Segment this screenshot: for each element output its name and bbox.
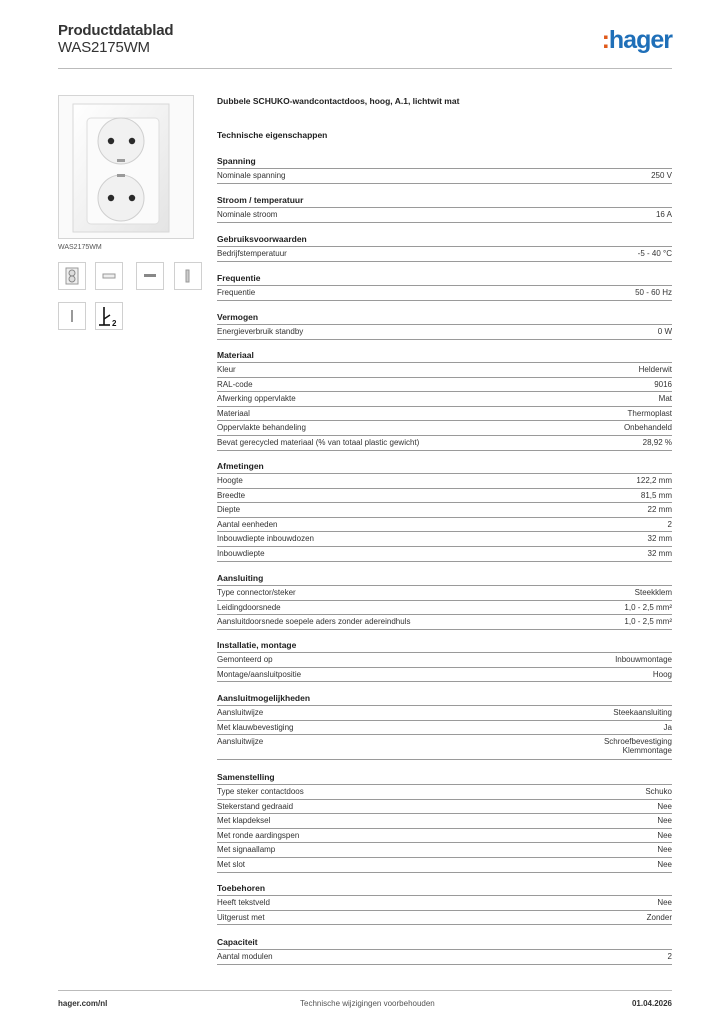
spec-value: 2 xyxy=(667,952,672,961)
footer-date: 01.04.2026 xyxy=(631,999,672,1008)
section-title: Toebehoren xyxy=(217,883,266,893)
spec-label: Gemonteerd op xyxy=(217,655,273,664)
spec-label: Oppervlakte behandeling xyxy=(217,423,306,433)
spec-row xyxy=(217,842,672,857)
page-title: Productdatablad xyxy=(58,22,174,39)
footer-website[interactable]: hager.com/nl xyxy=(58,999,108,1008)
spec-value: 122,2 mm xyxy=(636,476,672,485)
side-view-thumb[interactable] xyxy=(95,262,123,290)
spec-label: Afwerking oppervlakte xyxy=(217,394,296,404)
mounting-symbol-label: 2 xyxy=(112,319,117,328)
spec-row xyxy=(217,949,672,965)
spec-row xyxy=(217,720,672,735)
section-title: Vermogen xyxy=(217,312,259,322)
spec-label: Met signaallamp xyxy=(217,845,276,855)
spec-value: Hoog xyxy=(652,669,672,679)
spec-value: 22 mm xyxy=(647,505,672,515)
spec-row xyxy=(217,600,672,615)
product-description: Dubbele SCHUKO-wandcontactdoos, hoog, A.1, lichtwit mat xyxy=(217,96,460,106)
spec-row xyxy=(217,857,672,873)
spec-value: Zonder xyxy=(646,912,672,922)
spec-label: Nominale stroom xyxy=(217,210,278,219)
section-title: Aansluitmogelijkheden xyxy=(217,693,311,703)
header-divider xyxy=(58,68,672,69)
footer-divider xyxy=(58,990,672,991)
spec-row xyxy=(217,473,672,488)
spec-label: Type connector/steker xyxy=(217,588,296,597)
spec-label: Montage/aansluitpositie xyxy=(217,669,302,679)
spec-label: Aansluitwijze xyxy=(217,737,264,747)
spec-row xyxy=(217,207,672,223)
spec-label: Aantal eenheden xyxy=(217,519,278,529)
spec-row xyxy=(217,324,672,340)
spec-label: Inbouwdiepte xyxy=(217,549,265,558)
spec-value: Steekklem xyxy=(634,588,672,597)
spec-label: Leidingdoorsnede xyxy=(217,602,281,612)
spec-label: Frequentie xyxy=(217,288,256,297)
spec-value: 16 A xyxy=(655,210,672,219)
spec-value: Nee xyxy=(657,860,672,869)
spec-value: Thermoplast xyxy=(627,408,672,418)
dimension-thumb[interactable] xyxy=(136,262,164,290)
section-title: Materiaal xyxy=(217,350,254,360)
footer-disclaimer: Technische wijzigingen voorbehouden xyxy=(300,999,435,1008)
image-caption: WAS2175WM xyxy=(58,244,102,251)
section-title: Gebruiksvoorwaarden xyxy=(217,234,307,244)
section-title: Stroom / temperatuur xyxy=(217,195,304,205)
brand-logo: :hager xyxy=(601,26,672,54)
section-title: Afmetingen xyxy=(217,461,264,471)
spec-value: Schuko xyxy=(645,787,672,796)
tech-heading: Technische eigenschappen xyxy=(217,130,328,140)
mounting-symbol-thumb[interactable] xyxy=(95,302,123,330)
spec-value: Nee xyxy=(657,830,672,840)
spec-row xyxy=(217,734,672,760)
spec-value: Ja xyxy=(663,722,672,732)
spec-value: -5 - 40 °C xyxy=(637,249,672,258)
spec-row xyxy=(217,895,672,910)
spec-row xyxy=(217,614,672,630)
spec-label: RAL-code xyxy=(217,379,253,389)
spec-value: Mat xyxy=(658,394,672,404)
spec-row xyxy=(217,799,672,814)
depth-thumb[interactable] xyxy=(58,302,86,330)
spec-row xyxy=(217,168,672,184)
spec-row xyxy=(217,377,672,392)
spec-row xyxy=(217,420,672,435)
spec-row xyxy=(217,488,672,503)
section-title: Installatie, montage xyxy=(217,640,297,650)
spec-label: Bedrijfstemperatuur xyxy=(217,249,287,258)
spec-label: Aantal modulen xyxy=(217,952,273,961)
spec-label: Inbouwdiepte inbouwdozen xyxy=(217,534,314,544)
product-code: WAS2175WM xyxy=(58,39,150,56)
spec-value: 32 mm xyxy=(647,534,672,544)
spec-label: Stekerstand gedraaid xyxy=(217,801,294,811)
spec-value: 250 V xyxy=(651,171,672,180)
spec-row xyxy=(217,585,672,600)
spec-row xyxy=(217,910,672,926)
spec-value: Steekaansluiting xyxy=(613,708,672,717)
front-view-thumb[interactable] xyxy=(58,262,86,290)
spec-row xyxy=(217,784,672,799)
spec-row xyxy=(217,546,672,562)
spec-value: 50 - 60 Hz xyxy=(635,288,672,297)
spec-label: Uitgerust met xyxy=(217,912,265,922)
spec-label: Nominale spanning xyxy=(217,171,286,180)
spec-row xyxy=(217,705,672,720)
spec-value: Nee xyxy=(657,801,672,811)
spec-label: Aansluitwijze xyxy=(217,708,264,717)
spec-row xyxy=(217,435,672,451)
spec-value: Schroefbevestiging Klemmontage xyxy=(603,737,672,756)
spec-label: Heeft tekstveld xyxy=(217,898,270,907)
spec-row xyxy=(217,531,672,546)
spec-label: Energieverbruik standby xyxy=(217,327,304,336)
spec-row xyxy=(217,652,672,667)
spec-row xyxy=(217,285,672,301)
spec-label: Bevat gerecycled materiaal (% van totaal plastic gewicht) xyxy=(217,438,420,447)
spec-value: 28,92 % xyxy=(642,438,672,447)
spec-row xyxy=(217,828,672,843)
spec-label: Met klapdeksel xyxy=(217,816,271,826)
spec-label: Type steker contactdoos xyxy=(217,787,304,796)
spec-value: Nee xyxy=(657,845,672,855)
spec-value: 1,0 - 2,5 mm² xyxy=(624,602,672,612)
spec-row xyxy=(217,406,672,421)
spec-row xyxy=(217,391,672,406)
spec-value: 32 mm xyxy=(647,549,672,558)
spec-row xyxy=(217,813,672,828)
spec-label: Met klauwbevestiging xyxy=(217,722,294,732)
section-title: Samenstelling xyxy=(217,772,275,782)
spec-label: Diepte xyxy=(217,505,241,515)
spec-row xyxy=(217,517,672,532)
brand-name: hager xyxy=(608,26,672,54)
spec-row xyxy=(217,362,672,377)
spec-row xyxy=(217,502,672,517)
spec-label: Kleur xyxy=(217,365,236,374)
section-title: Aansluiting xyxy=(217,573,264,583)
spec-value: 81,5 mm xyxy=(640,490,672,500)
spec-value: 9016 xyxy=(654,379,672,389)
spec-value: 0 W xyxy=(657,327,672,336)
spec-value: 2 xyxy=(667,519,672,529)
section-title: Capaciteit xyxy=(217,937,258,947)
spec-label: Met ronde aardingspen xyxy=(217,830,300,840)
spec-label: Aansluitdoorsnede soepele aders zonder adereindhuls xyxy=(217,617,411,627)
spec-value: Nee xyxy=(657,816,672,826)
spec-value: Helderwit xyxy=(638,365,672,374)
spec-row xyxy=(217,246,672,262)
section-title: Spanning xyxy=(217,156,256,166)
spec-value: Nee xyxy=(657,898,672,907)
product-photo xyxy=(58,95,194,239)
section-title: Frequentie xyxy=(217,273,261,283)
spec-value: Inbouwmontage xyxy=(615,655,672,664)
spec-label: Hoogte xyxy=(217,476,243,485)
spec-label: Met slot xyxy=(217,860,246,869)
spec-value: Onbehandeld xyxy=(623,423,672,433)
spec-label: Breedte xyxy=(217,490,246,500)
spec-row xyxy=(217,667,672,683)
spec-label: Materiaal xyxy=(217,408,250,418)
spec-value: 1,0 - 2,5 mm² xyxy=(624,617,672,627)
profile-thumb[interactable] xyxy=(174,262,202,290)
